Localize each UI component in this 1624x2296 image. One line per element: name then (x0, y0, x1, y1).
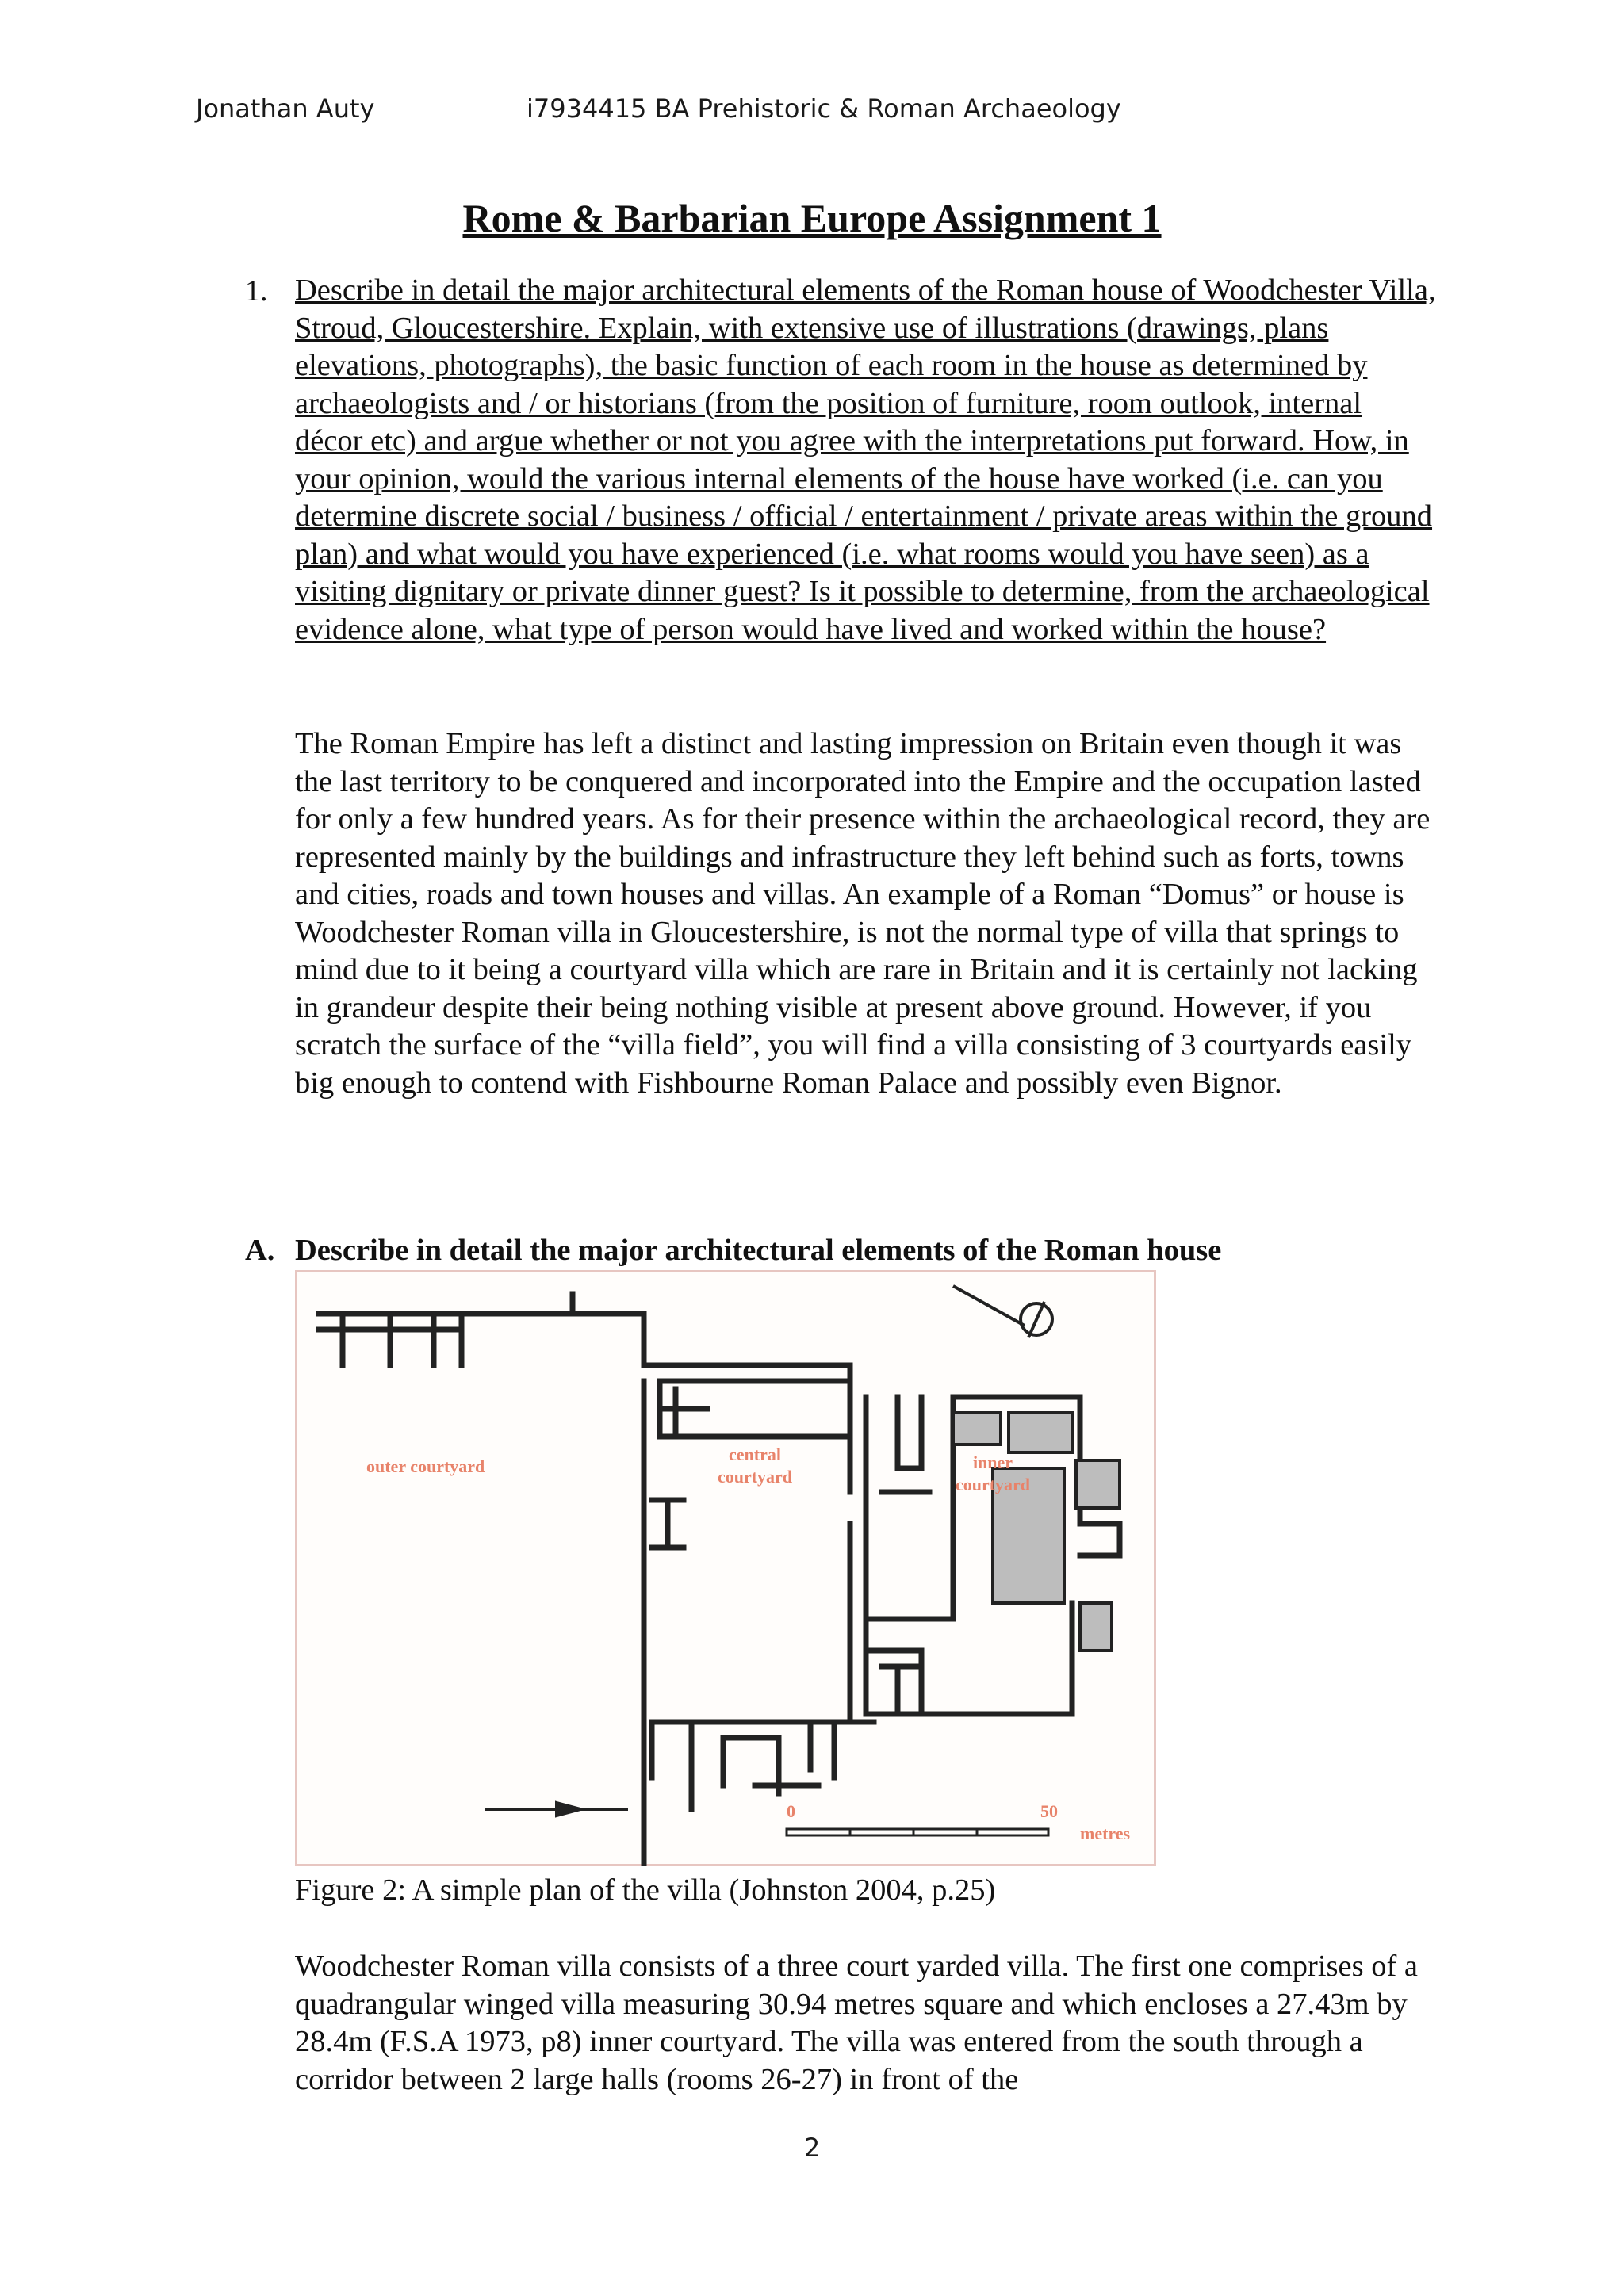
body-paragraph: Woodchester Roman villa consists of a three court yarded villa. The first one comprises of a quadrangular winged villa measuring 30.94 metres square and which encloses a 27.43m by 28.4m (F.S.A 1973, p8) inner courtyard. The villa was entered from the south through a corridor between 2 large halls (rooms 26-27) in front of the (295, 1950, 1419, 2096)
pointer-arrow-icon (485, 1803, 628, 1816)
section-letter: A. (245, 1234, 275, 1267)
header-author: Jonathan Auty (196, 94, 375, 124)
header-course: i7934415 BA Prehistoric & Roman Archaeology (527, 94, 1121, 124)
north-arrow-icon (953, 1286, 1052, 1337)
scale-start: 0 (787, 1801, 795, 1821)
villa-plan-figure (295, 1270, 1156, 1866)
page-title: Rome & Barbarian Europe Assignment 1 (462, 196, 1162, 240)
scale-unit: metres (1080, 1823, 1131, 1843)
figure-caption: Figure 2: A simple plan of the villa (Johnston 2004, p.25) (295, 1873, 996, 1907)
question-number: 1. (245, 274, 268, 308)
label-central-2: courtyard (717, 1467, 793, 1487)
label-inner-1: inner (972, 1452, 1013, 1472)
label-inner-2: courtyard (955, 1475, 1031, 1494)
villa-plan-drawing (295, 1270, 1156, 1866)
scale-end: 50 (1040, 1801, 1058, 1821)
section-heading: Describe in detail the major architectural elements of the Roman house (295, 1234, 1222, 1267)
question-text: Describe in detail the major architectural elements of the Roman house of Woodchester Villa, Stroud, Gloucestershire. Explain, with extensive use of illustrations (drawings, plans elevations, photographs), the basic function of each room in the house as determined by archaeologists and / or historians (from the position of furniture, room outlook, internal décor etc) and argue whether or not you agree with the interpretations put forward. How, in your opinion, would the various internal elements of the house have worked (i.e. can you determine discrete social / business / official / entertainment / private areas within the ground plan) and what would you have experienced (i.e. what rooms would you have seen) as a visiting dignitary or private dinner guest? Is it possible to determine, from the archaeological evidence alone, what type of person would have lived and worked within the house? (295, 274, 1436, 646)
label-central-1: central (729, 1445, 781, 1464)
label-outer-courtyard: outer courtyard (366, 1456, 485, 1476)
scale-bar (787, 1801, 1131, 1843)
page-number: 2 (803, 2133, 821, 2163)
intro-paragraph: The Roman Empire has left a distinct and lasting impression on Britain even though it was the last territory to be conquered and incorporated into the Empire and the occupation lasted for only a few hundred years. As for their presence within the archaeological record, they are represented mainly by the buildings and infrastructure they left behind such as forts, towns and cities, roads and town houses and villas. An example of a Roman “Domus” or house is Woodchester Roman villa in Gloucestershire, is not the normal type of villa that springs to mind due to it being a courtyard villa which are rare in Britain and it is certainly not lacking in grandeur despite their being nothing visible at present above ground. However, if you scratch the surface of the “villa field”, you will find a villa consisting of 3 courtyards easily big enough to contend with Fishbourne Roman Palace and possibly even Bignor. (295, 727, 1431, 1100)
